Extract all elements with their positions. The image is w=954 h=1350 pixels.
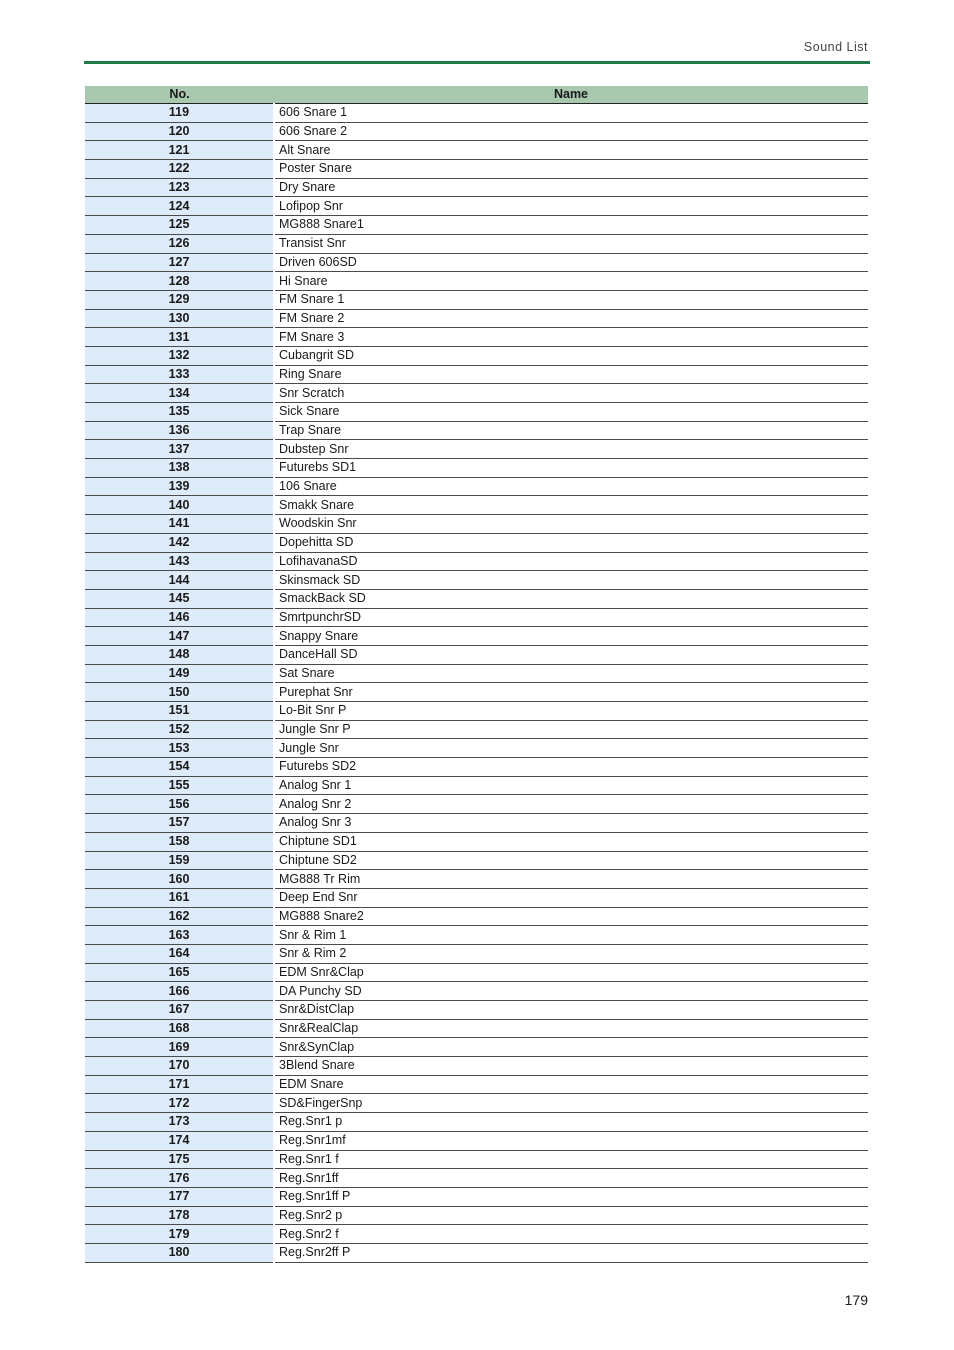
table-body (85, 104, 868, 1263)
sound-number: 180 (85, 1243, 274, 1262)
sound-number: 139 (85, 477, 274, 496)
column-header-no: No. (85, 86, 274, 104)
sound-number: 146 (85, 608, 274, 627)
table-row (85, 346, 868, 365)
sound-number: 134 (85, 384, 274, 403)
sound-name: 3Blend Snare (274, 1057, 868, 1076)
table-row (85, 403, 868, 422)
sound-name: Driven 606SD (274, 253, 868, 272)
table-row (85, 440, 868, 459)
sound-number: 150 (85, 683, 274, 702)
table-row (85, 926, 868, 945)
sound-number: 169 (85, 1038, 274, 1057)
table-row (85, 944, 868, 963)
sound-list-table (85, 86, 868, 1263)
table-row (85, 702, 868, 721)
sound-name: Reg.Snr1 p (274, 1113, 868, 1132)
sound-name: Transist Snr (274, 234, 868, 253)
table-row (85, 1094, 868, 1113)
sound-name: Reg.Snr1 f (274, 1150, 868, 1169)
table-row (85, 851, 868, 870)
sound-name: 106 Snare (274, 477, 868, 496)
sound-number: 179 (85, 1225, 274, 1244)
table-row (85, 234, 868, 253)
sound-name: Chiptune SD1 (274, 832, 868, 851)
sound-name: EDM Snr&Clap (274, 963, 868, 982)
sound-number: 178 (85, 1206, 274, 1225)
table-row (85, 477, 868, 496)
sound-name: EDM Snare (274, 1075, 868, 1094)
sound-number: 154 (85, 758, 274, 777)
table-row (85, 1150, 868, 1169)
table-row (85, 720, 868, 739)
section-label: Sound List (803, 40, 868, 54)
table-row (85, 197, 868, 216)
column-header-name: Name (274, 86, 868, 104)
sound-number: 162 (85, 907, 274, 926)
table-row (85, 459, 868, 478)
table-row (85, 627, 868, 646)
sound-number: 128 (85, 272, 274, 291)
table-row (85, 1019, 868, 1038)
table-row (85, 888, 868, 907)
sound-number: 168 (85, 1019, 274, 1038)
sound-name: Reg.Snr2 f (274, 1225, 868, 1244)
sound-name: Analog Snr 2 (274, 795, 868, 814)
sound-name: MG888 Snare2 (274, 907, 868, 926)
sound-number: 127 (85, 253, 274, 272)
sound-name: Alt Snare (274, 141, 868, 160)
sound-number: 172 (85, 1094, 274, 1113)
sound-name: 606 Snare 1 (274, 104, 868, 123)
table-row (85, 1001, 868, 1020)
sound-name: Lofipop Snr (274, 197, 868, 216)
sound-number: 129 (85, 290, 274, 309)
sound-name: Reg.Snr2 p (274, 1206, 868, 1225)
sound-number: 170 (85, 1057, 274, 1076)
table-row (85, 104, 868, 123)
table-row (85, 216, 868, 235)
sound-name: Reg.Snr1ff P (274, 1187, 868, 1206)
table-row (85, 1206, 868, 1225)
sound-name: Poster Snare (274, 160, 868, 179)
sound-number: 160 (85, 870, 274, 889)
sound-number: 171 (85, 1075, 274, 1094)
sound-number: 135 (85, 403, 274, 422)
sound-name: DA Punchy SD (274, 982, 868, 1001)
sound-name: Lo-Bit Snr P (274, 702, 868, 721)
sound-number: 158 (85, 832, 274, 851)
sound-name: Purephat Snr (274, 683, 868, 702)
table-row (85, 1131, 868, 1150)
sound-name: Futurebs SD2 (274, 758, 868, 777)
sound-name: Snr & Rim 1 (274, 926, 868, 945)
sound-number: 144 (85, 571, 274, 590)
table-row (85, 141, 868, 160)
sound-name: Smakk Snare (274, 496, 868, 515)
table-row (85, 309, 868, 328)
sound-number: 125 (85, 216, 274, 235)
sound-name: Ring Snare (274, 365, 868, 384)
sound-number: 176 (85, 1169, 274, 1188)
table-row (85, 1057, 868, 1076)
sound-name: Futurebs SD1 (274, 459, 868, 478)
sound-name: Sick Snare (274, 403, 868, 422)
table-row (85, 982, 868, 1001)
table-row (85, 589, 868, 608)
sound-number: 124 (85, 197, 274, 216)
sound-number: 119 (85, 104, 274, 123)
sound-name: Snr&RealClap (274, 1019, 868, 1038)
table-row (85, 1225, 868, 1244)
table-row (85, 1038, 868, 1057)
sound-number: 173 (85, 1113, 274, 1132)
table-row (85, 645, 868, 664)
table-row (85, 290, 868, 309)
sound-number: 155 (85, 776, 274, 795)
table-row (85, 963, 868, 982)
table-row (85, 1169, 868, 1188)
sound-number: 153 (85, 739, 274, 758)
sound-number: 174 (85, 1131, 274, 1150)
table-row (85, 384, 868, 403)
table-row (85, 421, 868, 440)
table-row (85, 608, 868, 627)
sound-name: SmackBack SD (274, 589, 868, 608)
sound-name: Deep End Snr (274, 888, 868, 907)
sound-name: Cubangrit SD (274, 346, 868, 365)
sound-number: 167 (85, 1001, 274, 1020)
table-row (85, 1075, 868, 1094)
sound-number: 157 (85, 814, 274, 833)
table-row (85, 907, 868, 926)
sound-name: Trap Snare (274, 421, 868, 440)
sound-number: 152 (85, 720, 274, 739)
table-row (85, 870, 868, 889)
table-row (85, 571, 868, 590)
sound-number: 142 (85, 533, 274, 552)
sound-name: SmrtpunchrSD (274, 608, 868, 627)
sound-name: Snr&DistClap (274, 1001, 868, 1020)
table-row (85, 758, 868, 777)
sound-number: 123 (85, 178, 274, 197)
table-row (85, 664, 868, 683)
sound-name: Snr Scratch (274, 384, 868, 403)
sound-number: 136 (85, 421, 274, 440)
sound-number: 137 (85, 440, 274, 459)
sound-number: 175 (85, 1150, 274, 1169)
table-row (85, 776, 868, 795)
table-row (85, 533, 868, 552)
sound-name: Analog Snr 3 (274, 814, 868, 833)
sound-number: 163 (85, 926, 274, 945)
sound-name: Dry Snare (274, 178, 868, 197)
table-row (85, 1113, 868, 1132)
sound-number: 166 (85, 982, 274, 1001)
sound-number: 164 (85, 944, 274, 963)
table-row (85, 814, 868, 833)
sound-number: 147 (85, 627, 274, 646)
table-row (85, 795, 868, 814)
header-rule (84, 61, 870, 64)
sound-name: FM Snare 2 (274, 309, 868, 328)
sound-name: Dubstep Snr (274, 440, 868, 459)
table-row (85, 253, 868, 272)
sound-name: Sat Snare (274, 664, 868, 683)
table-row (85, 272, 868, 291)
sound-number: 161 (85, 888, 274, 907)
sound-number: 130 (85, 309, 274, 328)
sound-name: LofihavanaSD (274, 552, 868, 571)
sound-name: Skinsmack SD (274, 571, 868, 590)
sound-number: 145 (85, 589, 274, 608)
sound-number: 141 (85, 515, 274, 534)
sound-name: Chiptune SD2 (274, 851, 868, 870)
sound-number: 126 (85, 234, 274, 253)
table-row (85, 365, 868, 384)
sound-name: 606 Snare 2 (274, 122, 868, 141)
sound-number: 122 (85, 160, 274, 179)
sound-name: FM Snare 1 (274, 290, 868, 309)
page-number: 179 (844, 1292, 868, 1308)
sound-name: MG888 Snare1 (274, 216, 868, 235)
table-header-row (85, 86, 868, 104)
sound-name: Analog Snr 1 (274, 776, 868, 795)
sound-name: Dopehitta SD (274, 533, 868, 552)
sound-name: Reg.Snr2ff P (274, 1243, 868, 1262)
sound-number: 132 (85, 346, 274, 365)
table-row (85, 515, 868, 534)
sound-number: 177 (85, 1187, 274, 1206)
sound-name: Hi Snare (274, 272, 868, 291)
sound-number: 131 (85, 328, 274, 347)
table-row (85, 832, 868, 851)
sound-list-table-container (85, 86, 868, 1263)
sound-name: Reg.Snr1mf (274, 1131, 868, 1150)
table-row (85, 1187, 868, 1206)
table-row (85, 328, 868, 347)
sound-name: Jungle Snr P (274, 720, 868, 739)
sound-number: 143 (85, 552, 274, 571)
sound-name: DanceHall SD (274, 645, 868, 664)
table-row (85, 552, 868, 571)
table-row (85, 178, 868, 197)
sound-number: 149 (85, 664, 274, 683)
sound-number: 159 (85, 851, 274, 870)
sound-number: 156 (85, 795, 274, 814)
table-row (85, 122, 868, 141)
sound-number: 121 (85, 141, 274, 160)
sound-number: 140 (85, 496, 274, 515)
sound-name: SD&FingerSnp (274, 1094, 868, 1113)
table-row (85, 160, 868, 179)
sound-name: Reg.Snr1ff (274, 1169, 868, 1188)
table-row (85, 683, 868, 702)
sound-name: Snr & Rim 2 (274, 944, 868, 963)
sound-number: 120 (85, 122, 274, 141)
sound-name: FM Snare 3 (274, 328, 868, 347)
sound-number: 133 (85, 365, 274, 384)
sound-name: MG888 Tr Rim (274, 870, 868, 889)
sound-number: 138 (85, 459, 274, 478)
sound-name: Woodskin Snr (274, 515, 868, 534)
sound-number: 151 (85, 702, 274, 721)
sound-name: Jungle Snr (274, 739, 868, 758)
sound-number: 148 (85, 645, 274, 664)
table-row (85, 496, 868, 515)
sound-name: Snappy Snare (274, 627, 868, 646)
table-row (85, 739, 868, 758)
sound-name: Snr&SynClap (274, 1038, 868, 1057)
sound-number: 165 (85, 963, 274, 982)
table-row (85, 1243, 868, 1262)
